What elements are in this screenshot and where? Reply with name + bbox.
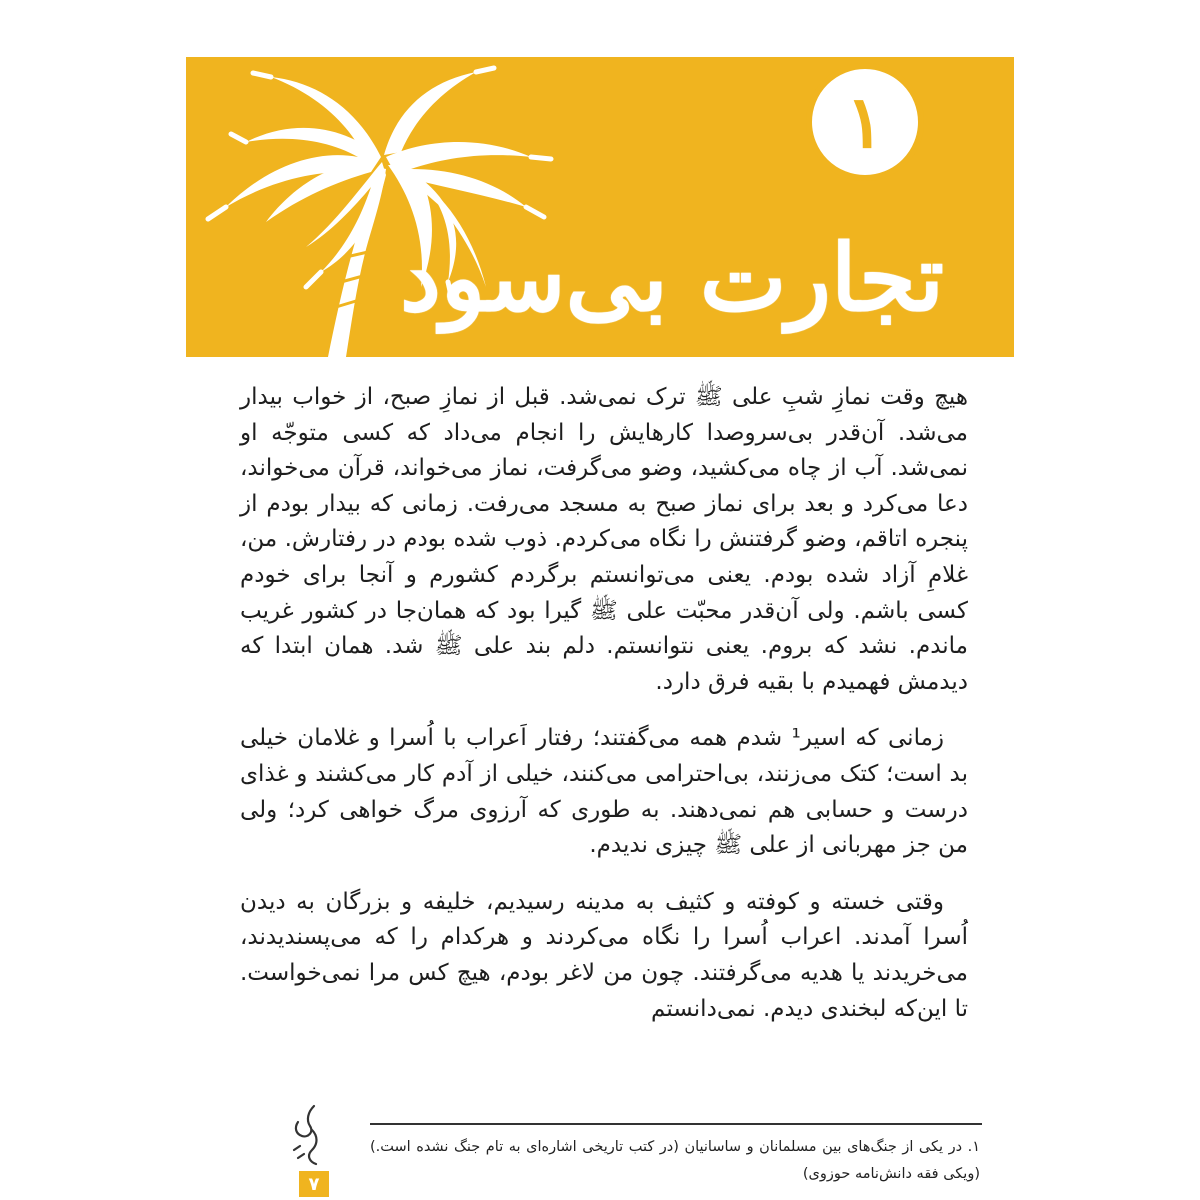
chapter-title: تجارت بی‌سود bbox=[400, 224, 944, 332]
page-number: ۷ bbox=[299, 1171, 329, 1197]
chapter-number-badge bbox=[806, 63, 924, 181]
paragraph: زمانی که اسیر¹ شدم همه می‌گفتند؛ رفتار اَعراب با اُسرا و غلامان خیلی بد است؛ کتک می‌زنند، بی‌احترامی می‌کنند، خیلی از آدم کار می‌کشند و غذای درست و حسابی هم نمی‌دهند. به طوری که آرزوی مرگ خواهی کرد؛ ولی من جز مهربانی از علی ﷺ چیزی ندیدم. bbox=[240, 725, 968, 859]
paragraph: وقتی خسته و کوفته و کثیف به مدینه رسیدیم، خلیفه و بزرگان به دیدن اُسرا آمدند. اعراب اُسرا را نگاه می‌کردند و هرکدام را که می‌پسندیدند، می‌خریدند یا هدیه می‌گرفتند. چون من لاغر بودم، هیچ کس مرا نمی‌خواست. تا این‌که لبخندی دیدم. نمی‌دانستم bbox=[240, 888, 968, 1022]
book-title-vertical bbox=[284, 1102, 328, 1168]
paragraph: هیچ وقت نمازِ شبِ علی ﷺ ترک نمی‌شد. قبل از نمازِ صبح، از خواب بیدار می‌شد. آن‌قدر بی‌سروصدا کارهایش را انجام می‌داد که کسی متوجّه او نمی‌شد. آب از چاه می‌کشید، وضو می‌گرفت، نماز می‌خواند، قرآن می‌خواند، دعا می‌کرد و بعد برای نماز صبح به مسجد می‌رفت. زمانی که بیدار بودم از پنجره اتاقم، وضو گرفتنش را نگاه می‌کردم. ذوب شده بودم در رفتارش. من، غلامِ آزاد شده بودم. یعنی می‌توانستم برگردم کشورم و آنجا برای خودم کسی باشم. ولی آن‌قدر محبّت علی ﷺ گیرا بود که همان‌جا در کشور غریب ماندم. نشد که بروم. یعنی نتوانستم. دلم بند علی ﷺ شد. همان ابتدا که دیدمش فهمیدم با بقیه فرق دارد. bbox=[240, 384, 968, 695]
body-text bbox=[240, 380, 968, 1048]
book-title-calligraphy-icon bbox=[284, 1102, 328, 1168]
footnote: ۱. در یکی از جنگ‌های بین مسلمانان و ساسانیان (در کتب تاریخی اشاره‌ای به تام جنگ نشده است.) (ویکی فقه دانش‌نامه حوزوی) bbox=[370, 1139, 980, 1182]
footnote-divider bbox=[370, 1123, 982, 1125]
chapter-number: ۱ bbox=[845, 79, 885, 164]
